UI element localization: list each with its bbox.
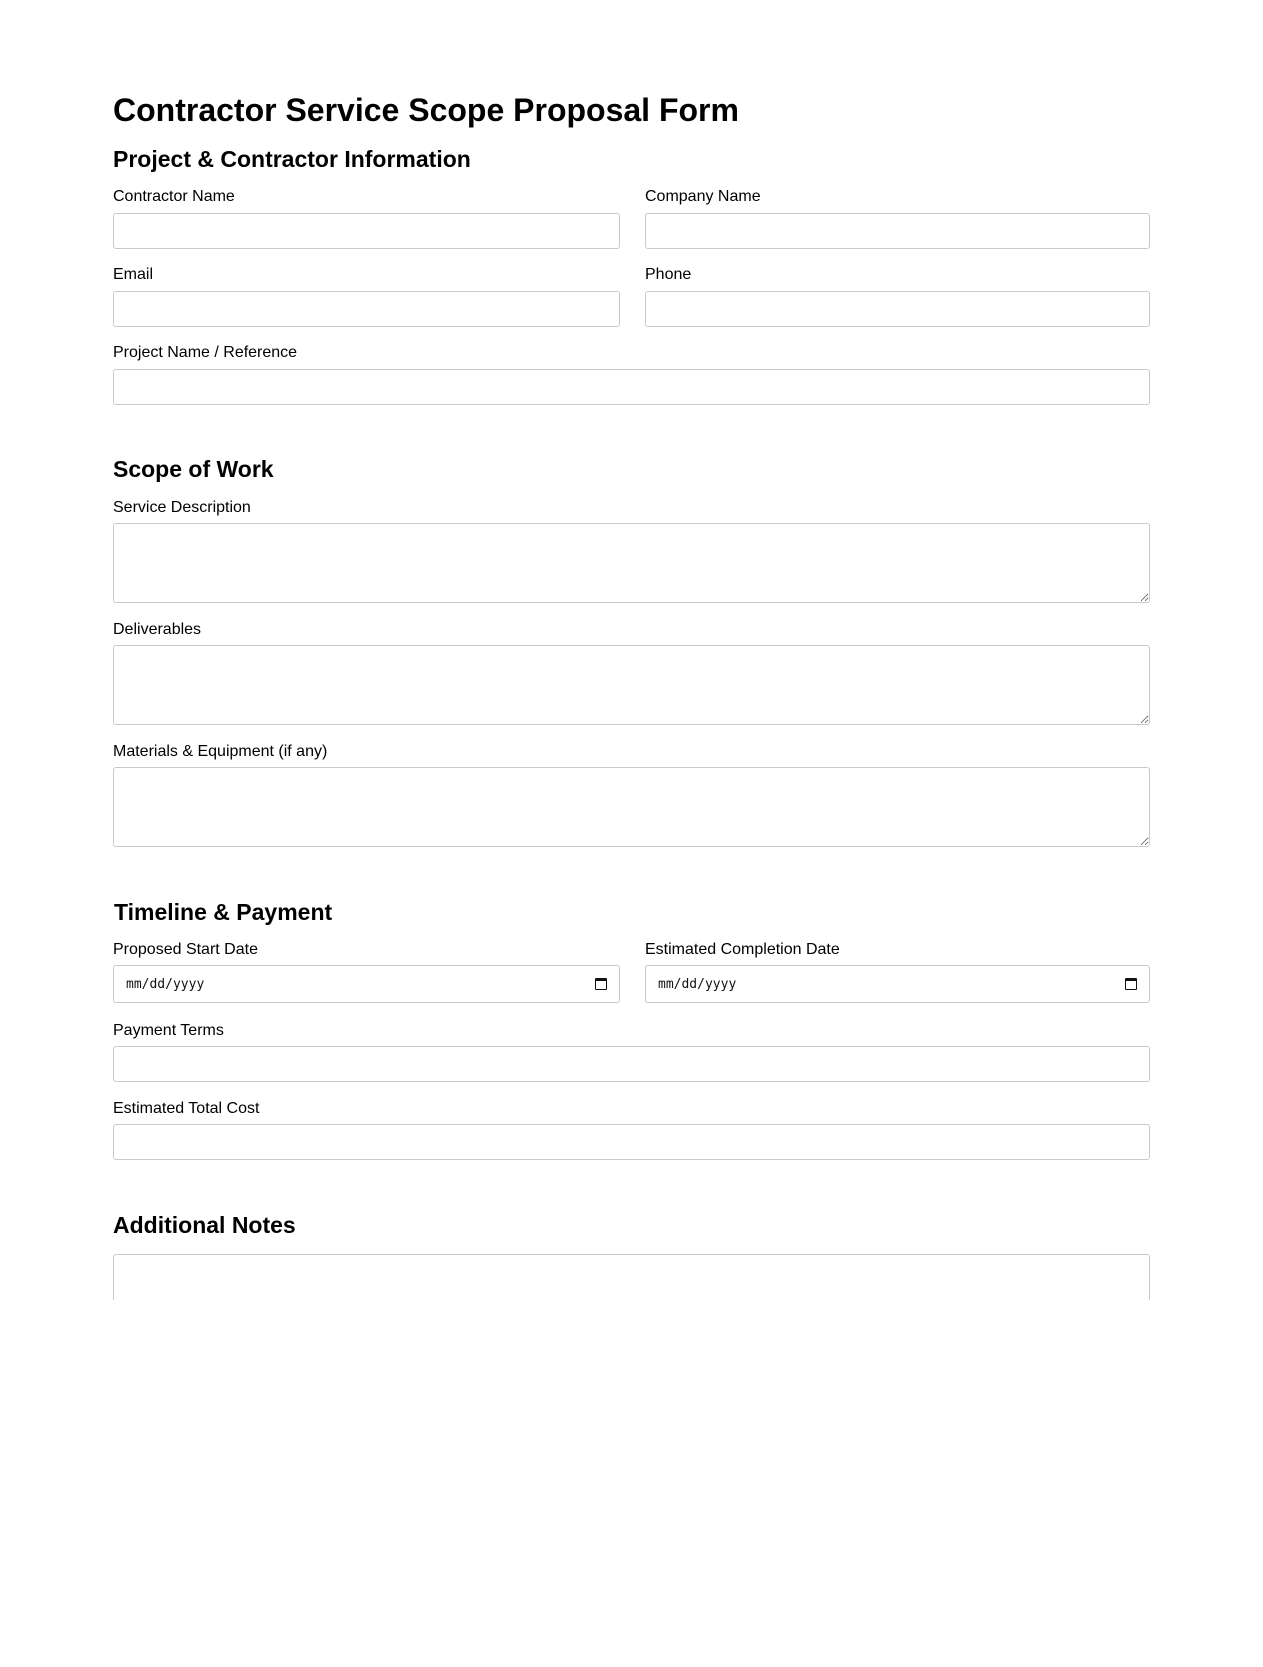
- phone-label: Phone: [645, 266, 692, 283]
- page-title: Contractor Service Scope Proposal Form: [113, 92, 739, 128]
- deliverables-label: Deliverables: [113, 621, 202, 638]
- section-heading-scope: Scope of Work: [113, 456, 274, 482]
- company-name-input[interactable]: [645, 213, 1150, 249]
- start-date-input[interactable]: [113, 965, 620, 1003]
- section-heading-timeline: Timeline & Payment: [114, 899, 333, 925]
- deliverables-textarea[interactable]: [113, 645, 1150, 725]
- start-date-placeholder: mm/dd/yyyy: [126, 976, 205, 992]
- section-heading-notes: Additional Notes: [113, 1212, 296, 1238]
- total-cost-input[interactable]: [113, 1124, 1150, 1160]
- notes-viewport: [113, 1254, 1151, 1300]
- calendar-icon[interactable]: [1125, 978, 1137, 990]
- completion-date-input[interactable]: [645, 965, 1150, 1003]
- project-name-label: Project Name / Reference: [113, 344, 298, 361]
- company-name-label: Company Name: [645, 188, 761, 205]
- additional-notes-textarea[interactable]: [113, 1254, 1150, 1300]
- payment-terms-label: Payment Terms: [113, 1022, 224, 1039]
- payment-terms-input[interactable]: [113, 1046, 1150, 1082]
- phone-input[interactable]: [645, 291, 1150, 327]
- email-input[interactable]: [113, 291, 620, 327]
- materials-textarea[interactable]: [113, 767, 1150, 847]
- project-name-input[interactable]: [113, 369, 1150, 405]
- service-description-label: Service Description: [113, 499, 251, 516]
- calendar-icon[interactable]: [595, 978, 607, 990]
- contractor-name-label: Contractor Name: [113, 188, 235, 205]
- section-heading-project: Project & Contractor Information: [113, 146, 471, 172]
- completion-date-placeholder: mm/dd/yyyy: [658, 976, 737, 992]
- email-label: Email: [113, 266, 154, 283]
- total-cost-label: Estimated Total Cost: [113, 1100, 260, 1117]
- completion-date-label: Estimated Completion Date: [645, 941, 840, 958]
- service-description-textarea[interactable]: [113, 523, 1150, 603]
- materials-label: Materials & Equipment (if any): [113, 743, 328, 760]
- start-date-label: Proposed Start Date: [113, 941, 258, 958]
- contractor-name-input[interactable]: [113, 213, 620, 249]
